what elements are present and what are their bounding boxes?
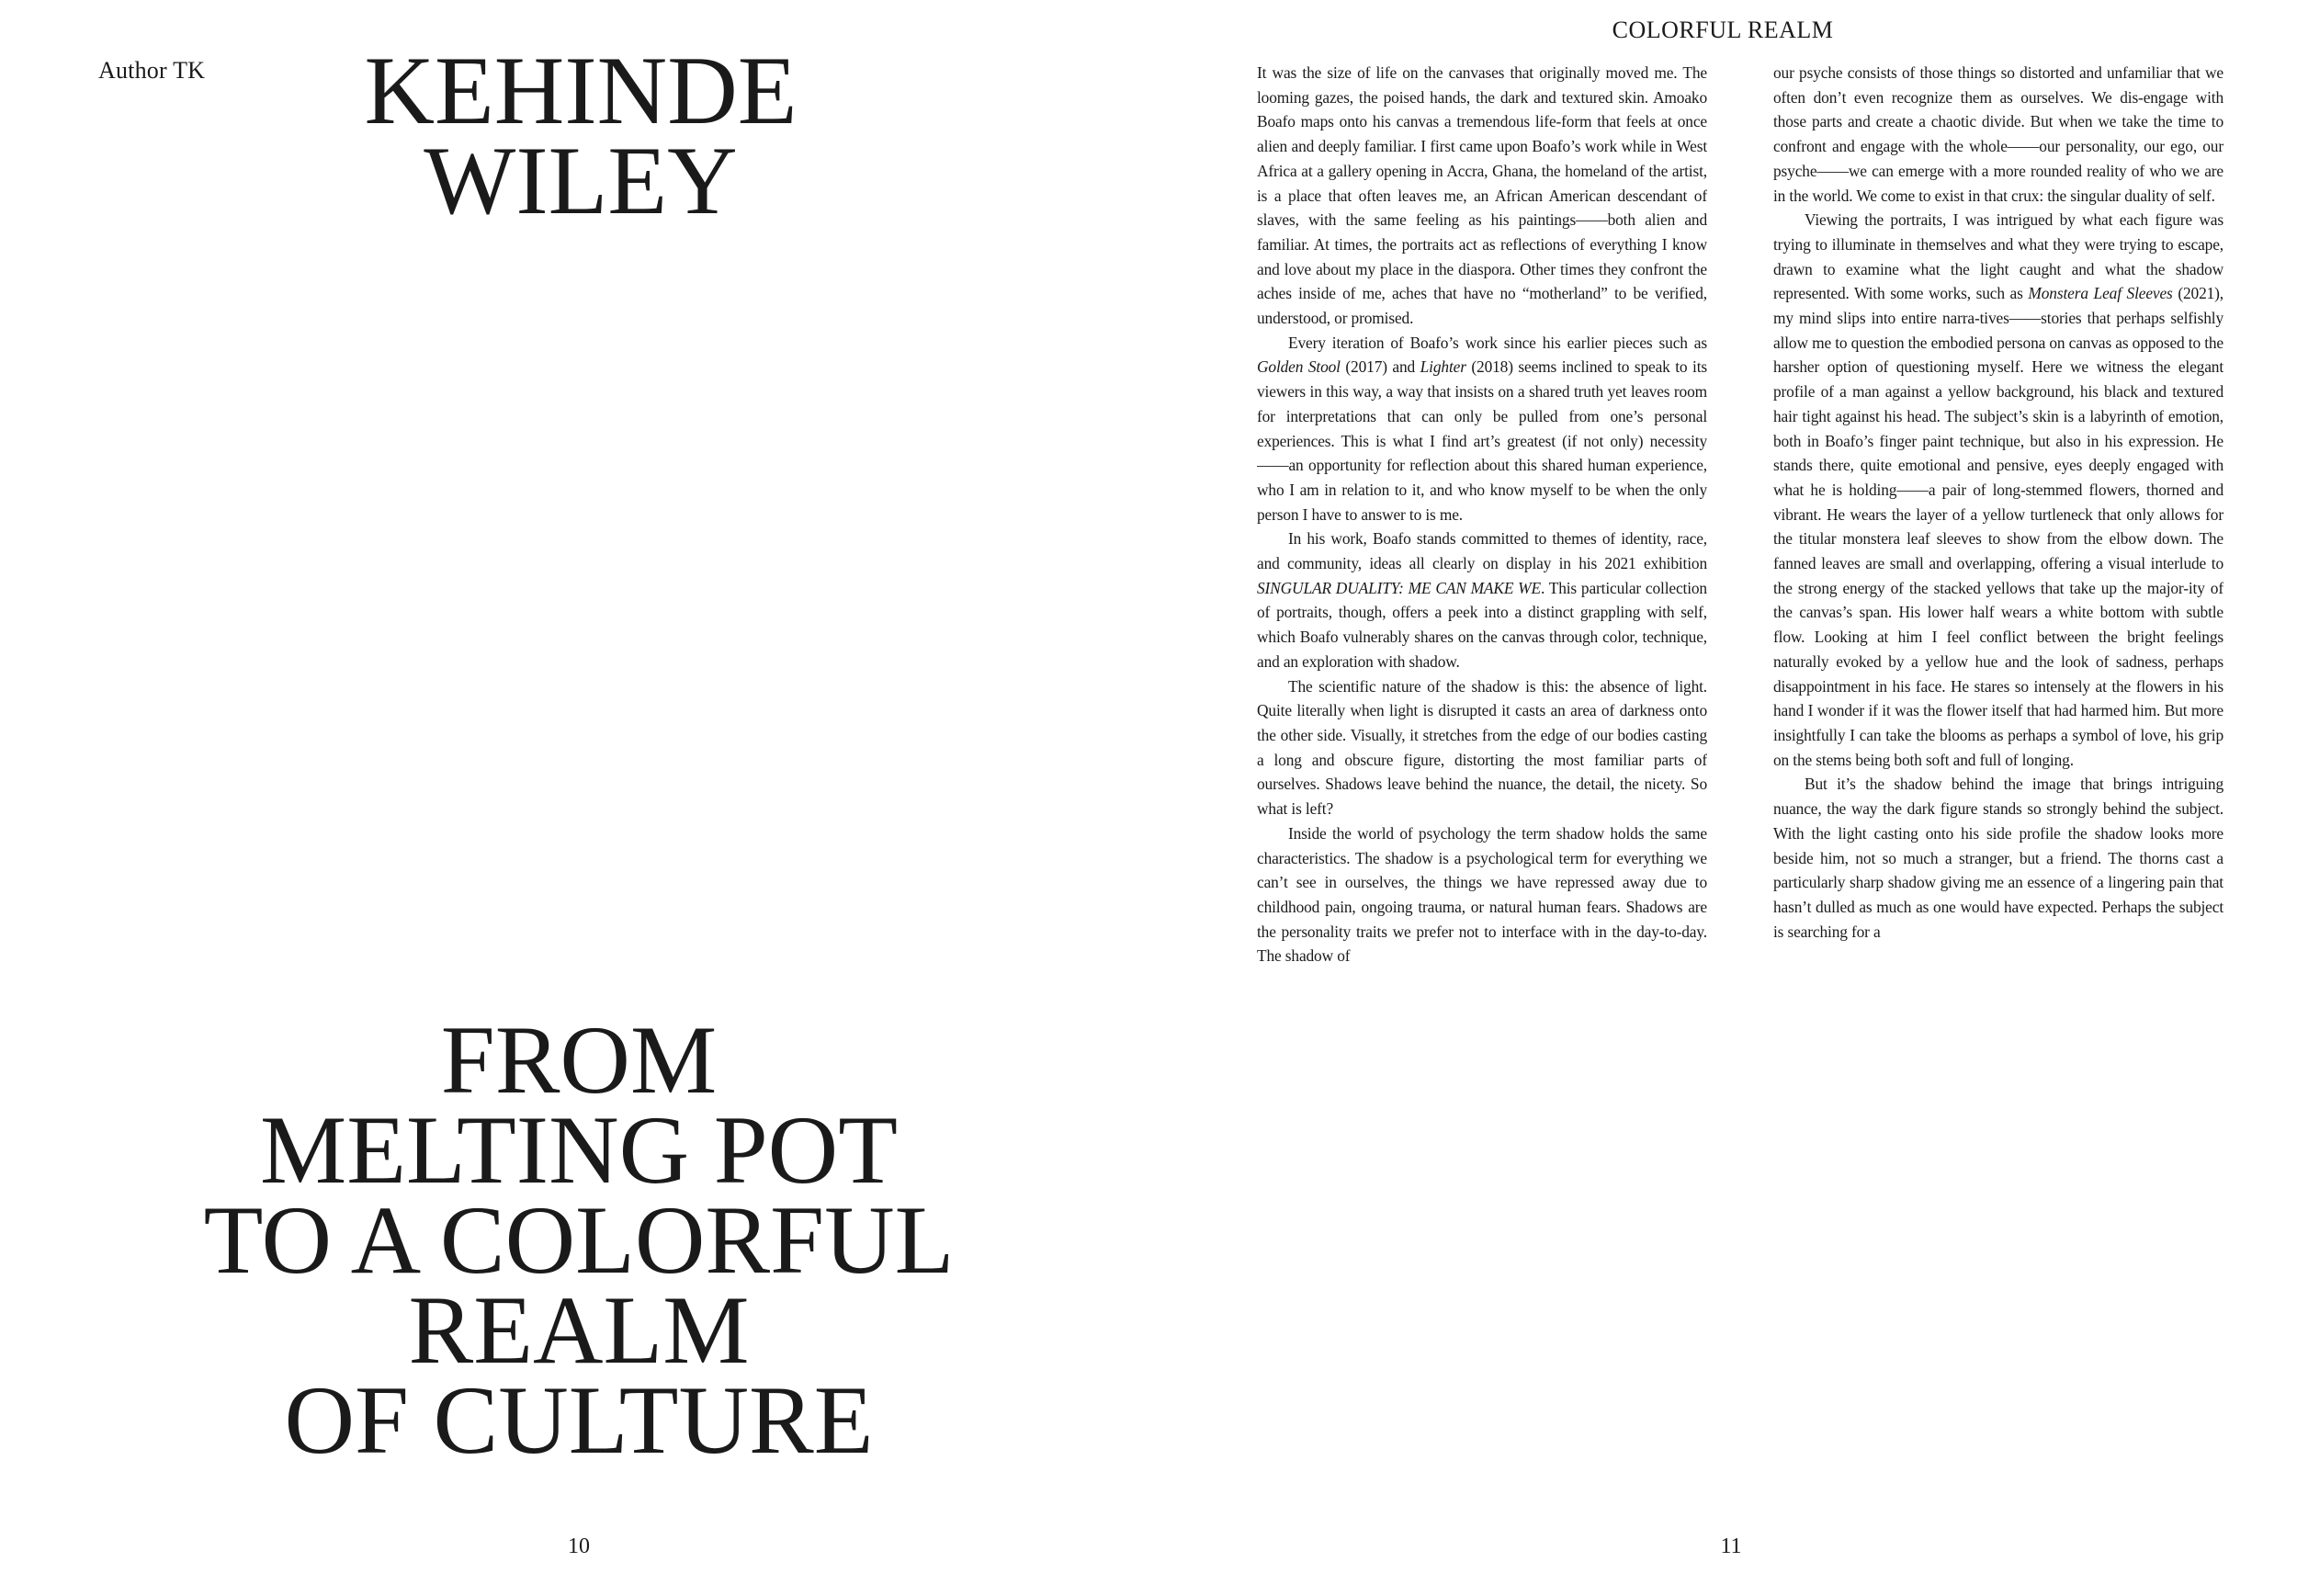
exhibition-title: SINGULAR DUALITY: ME CAN MAKE WE: [1257, 578, 1541, 597]
body-paragraph: The scientific nature of the shadow is this: the absence of light. Quite literally when light is disrupted it casts an area of darkness onto the other side. Visually, it stretches from the edge of our bodies casting a long and obscure figure, distorting the most familiar parts of ourselves. Shadows leave behind the nuance, the detail, the nicety. So what is left?: [1257, 676, 1707, 819]
artwork-title: Lighter: [1420, 357, 1466, 377]
left-page: [0, 0, 1148, 1596]
body-paragraph: It was the size of life on the canvases that originally moved me. The looming gazes, the poised hands, the dark and textured skin. Amoako Boafo maps onto his canvas a tremendous life-form that feels at once alien and deeply familiar. I first came upon Boafo’s work while in West Africa at a gallery opening in Accra, Ghana, the homeland of the artist, is a place that often leaves me, an African American descendant of slaves, with the same feeling as his paintings——both alien and familiar. At times, the portraits act as reflections of everything I know and love about my place in the diaspora. Other times they confront the aches inside of me, aches that have no “motherland” to be verified, understood, or promised.: [1257, 63, 1707, 328]
artist-name-line: WILEY: [424, 127, 738, 234]
headline-line: FROM: [440, 1006, 718, 1114]
body-paragraph: [1257, 331, 1707, 527]
text-run: In his work, Boafo stands committed to themes of identity, race, and community, ideas all clearly on display in his 2021 exhibition: [1257, 529, 1707, 573]
artist-name: [342, 37, 820, 234]
headline-line: MELTING POT: [260, 1096, 898, 1204]
artist-name-line: KEHINDE: [364, 37, 798, 144]
text-run: Every iteration of Boafo’s work since his earlier pieces such as: [1288, 333, 1707, 352]
article-headline: [119, 1006, 1038, 1474]
running-head: COLORFUL REALM: [1612, 17, 1834, 43]
body-paragraph: But it’s the shadow behind the image that brings intriguing nuance, the way the dark figure stands so strongly behind the subject. With the light casting onto his side profile the shadow looks more beside him, not so much a stranger, but a friend. The thorns cast a particularly sharp shadow giving me an essence of a lingering pain that hasn’t dulled as much as one would have expected. Perhaps the subject is searching for a: [1773, 775, 2223, 941]
right-page: [1148, 0, 2297, 1596]
text-column-2: [1773, 61, 2223, 1047]
body-paragraph: [1257, 526, 1707, 673]
artwork-title: Monstera Leaf Sleeves: [2028, 284, 2173, 303]
text-run: (2018) seems inclined to speak to its viewers in this way, a way that insists on a shared truth yet leaves room for interpretations that can only be pulled from one’s personal experiences. This is what I find art’s greatest (if not only) necessity——an opportunity for reflection about this shared human experience, who I am in relation to it, and who know myself to be when the only person I have to answer to is me.: [1257, 357, 1707, 524]
text-run: (2017) and: [1340, 357, 1420, 377]
artwork-title: Golden Stool: [1257, 357, 1341, 377]
page-number-right: 11: [1720, 1534, 1742, 1558]
text-run: . This particular collection of portraits, though, offers a peek into a distinct grappling with self, which Boafo vulnerably shares on the canvas through color, technique, and an exploration with shadow.: [1257, 578, 1707, 671]
text-run: Viewing the portraits, I was intrigued by what each figure was trying to illuminate in themselves and what they were trying to escape, drawn to examine what the light caught and what the shadow represented. With some works, such as: [1773, 210, 2223, 303]
headline-line: OF CULTURE: [284, 1366, 874, 1474]
text-column-1: [1257, 61, 1707, 1047]
author-credit: Author TK: [98, 57, 206, 84]
text-run: (2021), my mind slips into entire narra-tives——stories that perhaps selfishly allow me to question the embodied persona on canvas as opposed to the harsher option of questioning myself. Here we witness the elegant profile of a man against a yellow background, his black and textured hair tight against his head. The subject’s skin is a labyrinth of emotion, both in Boafo’s finger paint technique, but also in his expression. He stands there, quite emotional and pensive, eyes deeply engaged with what he is holding——a pair of long-stemmed flowers, thorned and vibrant. He wears the layer of a yellow turtleneck that only allows for the titular monstera leaf sleeves to show from the elbow down. The fanned leaves are small and overlapping, offering a visual interlude to the strong energy of the stacked yellows that take up the major-ity of the canvas’s span. His lower half wears a white bottom with subtle flow. Looking at him I feel conflict between the bright feelings naturally evoked by a yellow hue and the look of sadness, perhaps disappointment in his face. He stares so intensely at the flowers in his hand I wonder if it was the flower itself that had harmed him. But more insightfully I can take the blooms as perhaps a symbol of love, his grip on the stems being both soft and full of longing.: [1773, 284, 2223, 769]
body-paragraph: our psyche consists of those things so distorted and unfamiliar that we often don’t even recognize them as ourselves. We dis-engage with those parts and create a chaotic divide. But when we take the time to confront and engage with the whole——our personality, our ego, our psyche——we can emerge with a more rounded reality of who we are in the world. We come to exist in that crux: the singular duality of self.: [1773, 63, 2223, 205]
headline-line: REALM: [408, 1276, 750, 1384]
body-paragraph: [1773, 208, 2223, 772]
page-number-left: 10: [568, 1534, 590, 1558]
headline-line: TO A COLORFUL: [203, 1186, 955, 1294]
body-paragraph: Inside the world of psychology the term shadow holds the same characteristics. The shadow is a psychological term for everything we can’t see in ourselves, the things we have repressed away due to childhood pain, ongoing trauma, or natural human fears. Shadows are the personality traits we prefer not to interface with in the day-to-day. The shadow of: [1257, 823, 1707, 966]
